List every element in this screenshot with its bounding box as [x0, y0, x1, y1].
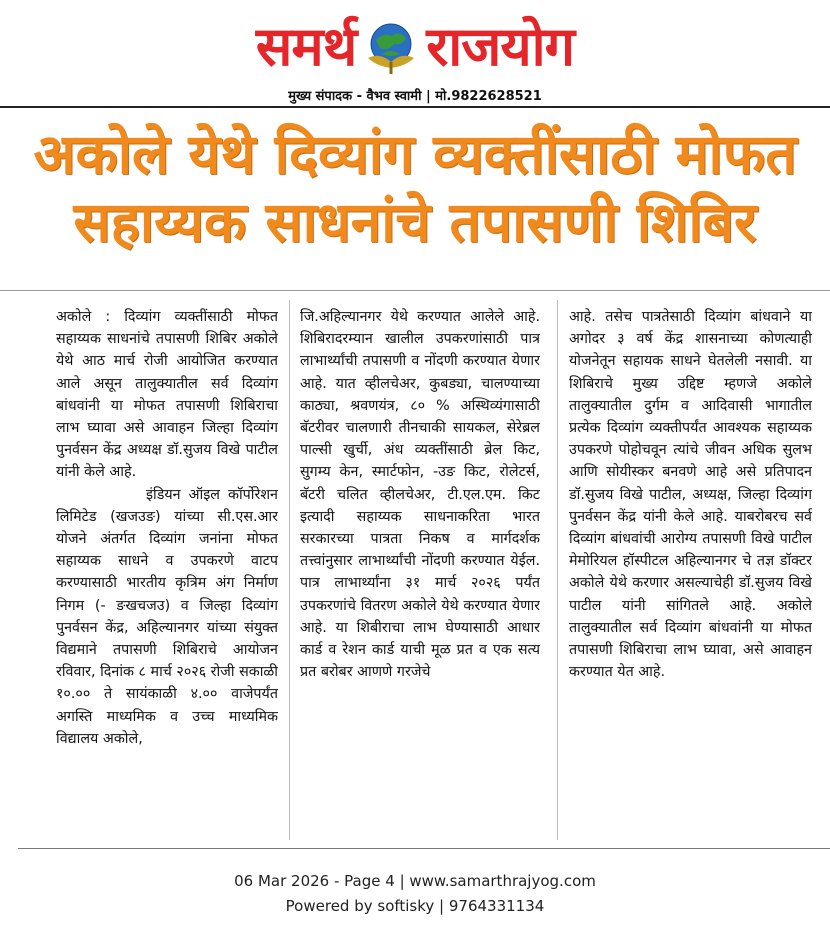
masthead: [0, 12, 830, 82]
globe-eagle-logo-icon: [362, 18, 420, 76]
article-column-1: [56, 306, 278, 836]
article-column-2: [300, 306, 540, 836]
article-paragraph: इंडियन ऑइल कॉर्पोरेशन लिमिटेड (खजउङ) यांच्या सी.एस.आर योजने अंतर्गत दिव्यांग जनांना मोफत सहाय्यक साधने व उपकरणे वाटप करण्यासाठी भारतीय कृत्रिम अंग निर्माण निगम (- ङखचजउ) व जिल्हा दिव्यांग पुनर्वसन केंद्र, अहिल्यानगर यांच्या संयुक्त विद्यमाने तपासणी शिबिराचे आयोजन रविवार, दिनांक ८ मार्च २०२६ रोजी सकाळी १०.०० ते सायंकाळी ४.०० वाजेपर्यंत अगस्ति माध्यमिक व उच्च माध्यमिक विद्यालय अकोले,: [56, 486, 278, 747]
article-paragraph: अकोले : दिव्यांग व्यक्तींसाठी मोफत सहाय्यक साधनांचे तपासणी शिबिर अकोले येथे आठ मार्च रोजी आयोजित करण्यात आले असून तालुक्यातील सर्व दिव्यांग बांधवांनी या मोफत तपासणी शिबिराचा लाभ घ्यावा असे आवाहन जिल्हा दिव्यांग पुनर्वसन केंद्र अध्यक्ष डॉ.सुजय विखे पाटील यांनी केले आहे.: [56, 309, 278, 481]
masthead-word-left: समर्थ: [255, 15, 357, 78]
masthead-word-right: राजयोग: [426, 15, 575, 78]
footer-divider: [18, 848, 830, 849]
column-divider: [289, 300, 290, 840]
headline: [0, 120, 830, 256]
column-divider: [557, 300, 558, 840]
headline-divider: [0, 290, 830, 291]
editor-line: मुख्य संपादक - वैभव स्वामी | मो.9822628521: [288, 89, 542, 104]
headline-line-2: सहाय्यक साधनांचे तपासणी शिबिर: [73, 190, 757, 254]
article-paragraph: आहे. तसेच पात्रतेसाठी दिव्यांग बांधवाने या अगोदर ३ वर्ष केंद्र शासनाच्या कोणत्याही योजनेतून सहायक साधने घेतलेली नसावी. या शिबिराचे मुख्य उद्दिष्ट म्हणजे अकोले तालुक्यातील दुर्गम व आदिवासी भागातील प्रत्येक दिव्यांग व्यक्तीपर्यंत आवश्यक सहाय्यक उपकरणे पोहोचवून त्यांचे जीवन अधिक सुलभ आणि सोयीस्कर बनवणे आहे असे प्रतिपादन डॉ.सुजय विखे पाटील, अध्यक्ष, जिल्हा दिव्यांग पुनर्वसन केंद्र यांनी केले आहे. याबरोबरच सर्व दिव्यांग बांधवांची आरोग्य तपासणी विखे पाटील मेमोरियल हॉस्पीटल अहिल्यानगर चे तज्ञ डॉक्टर अकोले येथे करणार असल्याचेही डॉ.सुजय विखे पाटील यांनी सांगितले आहे. अकोले तालुक्यातील सर्व दिव्यांग बांधवांनी या मोफत तपासणी शिबिराचा लाभ घ्यावा, असे आवाहन करण्यात येत आहे.: [569, 309, 812, 681]
footer-powered-by: Powered by softisky | 9764331134: [285, 897, 545, 915]
top-divider: [0, 106, 830, 108]
article-paragraph: जि.अहिल्यानगर येथे करण्यात आलेले आहे. शिबिरादरम्यान खालील उपकरणांसाठी पात्र लाभार्थ्यांची तपासणी व नोंदणी करण्यात येणार आहे. यात व्हीलचेअर, कुबड्या, चालण्याच्या काठ्या, श्रवणयंत्र, ८० % अस्थिव्यंगासाठी बॅटरीवर चालणारी तीनचाकी सायकल, सेरेब्रल पाल्सी खुर्ची, अंध व्यक्तींसाठी ब्रेल किट, सुगम्य केन, स्मार्टफोन, -उङ किट, रोलेटर्स, बॅटरी चलित व्हीलचेअर, टी.एल.एम. किट इत्यादी सहाय्यक साधनाकरिता भारत सरकारच्या पात्रता निकष व मार्गदर्शक तत्त्वांनुसार लाभार्थ्यांची नोंदणी करण्यात येईल. पात्र लाभार्थ्यांना ३१ मार्च २०२६ पर्यंत उपकरणांचे वितरण अकोले येथे करण्यात येणार आहे. या शिबीराचा लाभ घेण्यासाठी आधार कार्ड व रेशन कार्ड याची मूळ प्रत व एक सत्य प्रत बरोबर आणणे गरजेचे: [300, 309, 540, 681]
footer-date-page: 06 Mar 2026 - Page 4 | www.samarthrajyog.com: [234, 872, 596, 890]
article-column-3: [569, 306, 812, 836]
headline-line-1: अकोले येथे दिव्यांग व्यक्तींसाठी मोफत: [33, 122, 797, 186]
